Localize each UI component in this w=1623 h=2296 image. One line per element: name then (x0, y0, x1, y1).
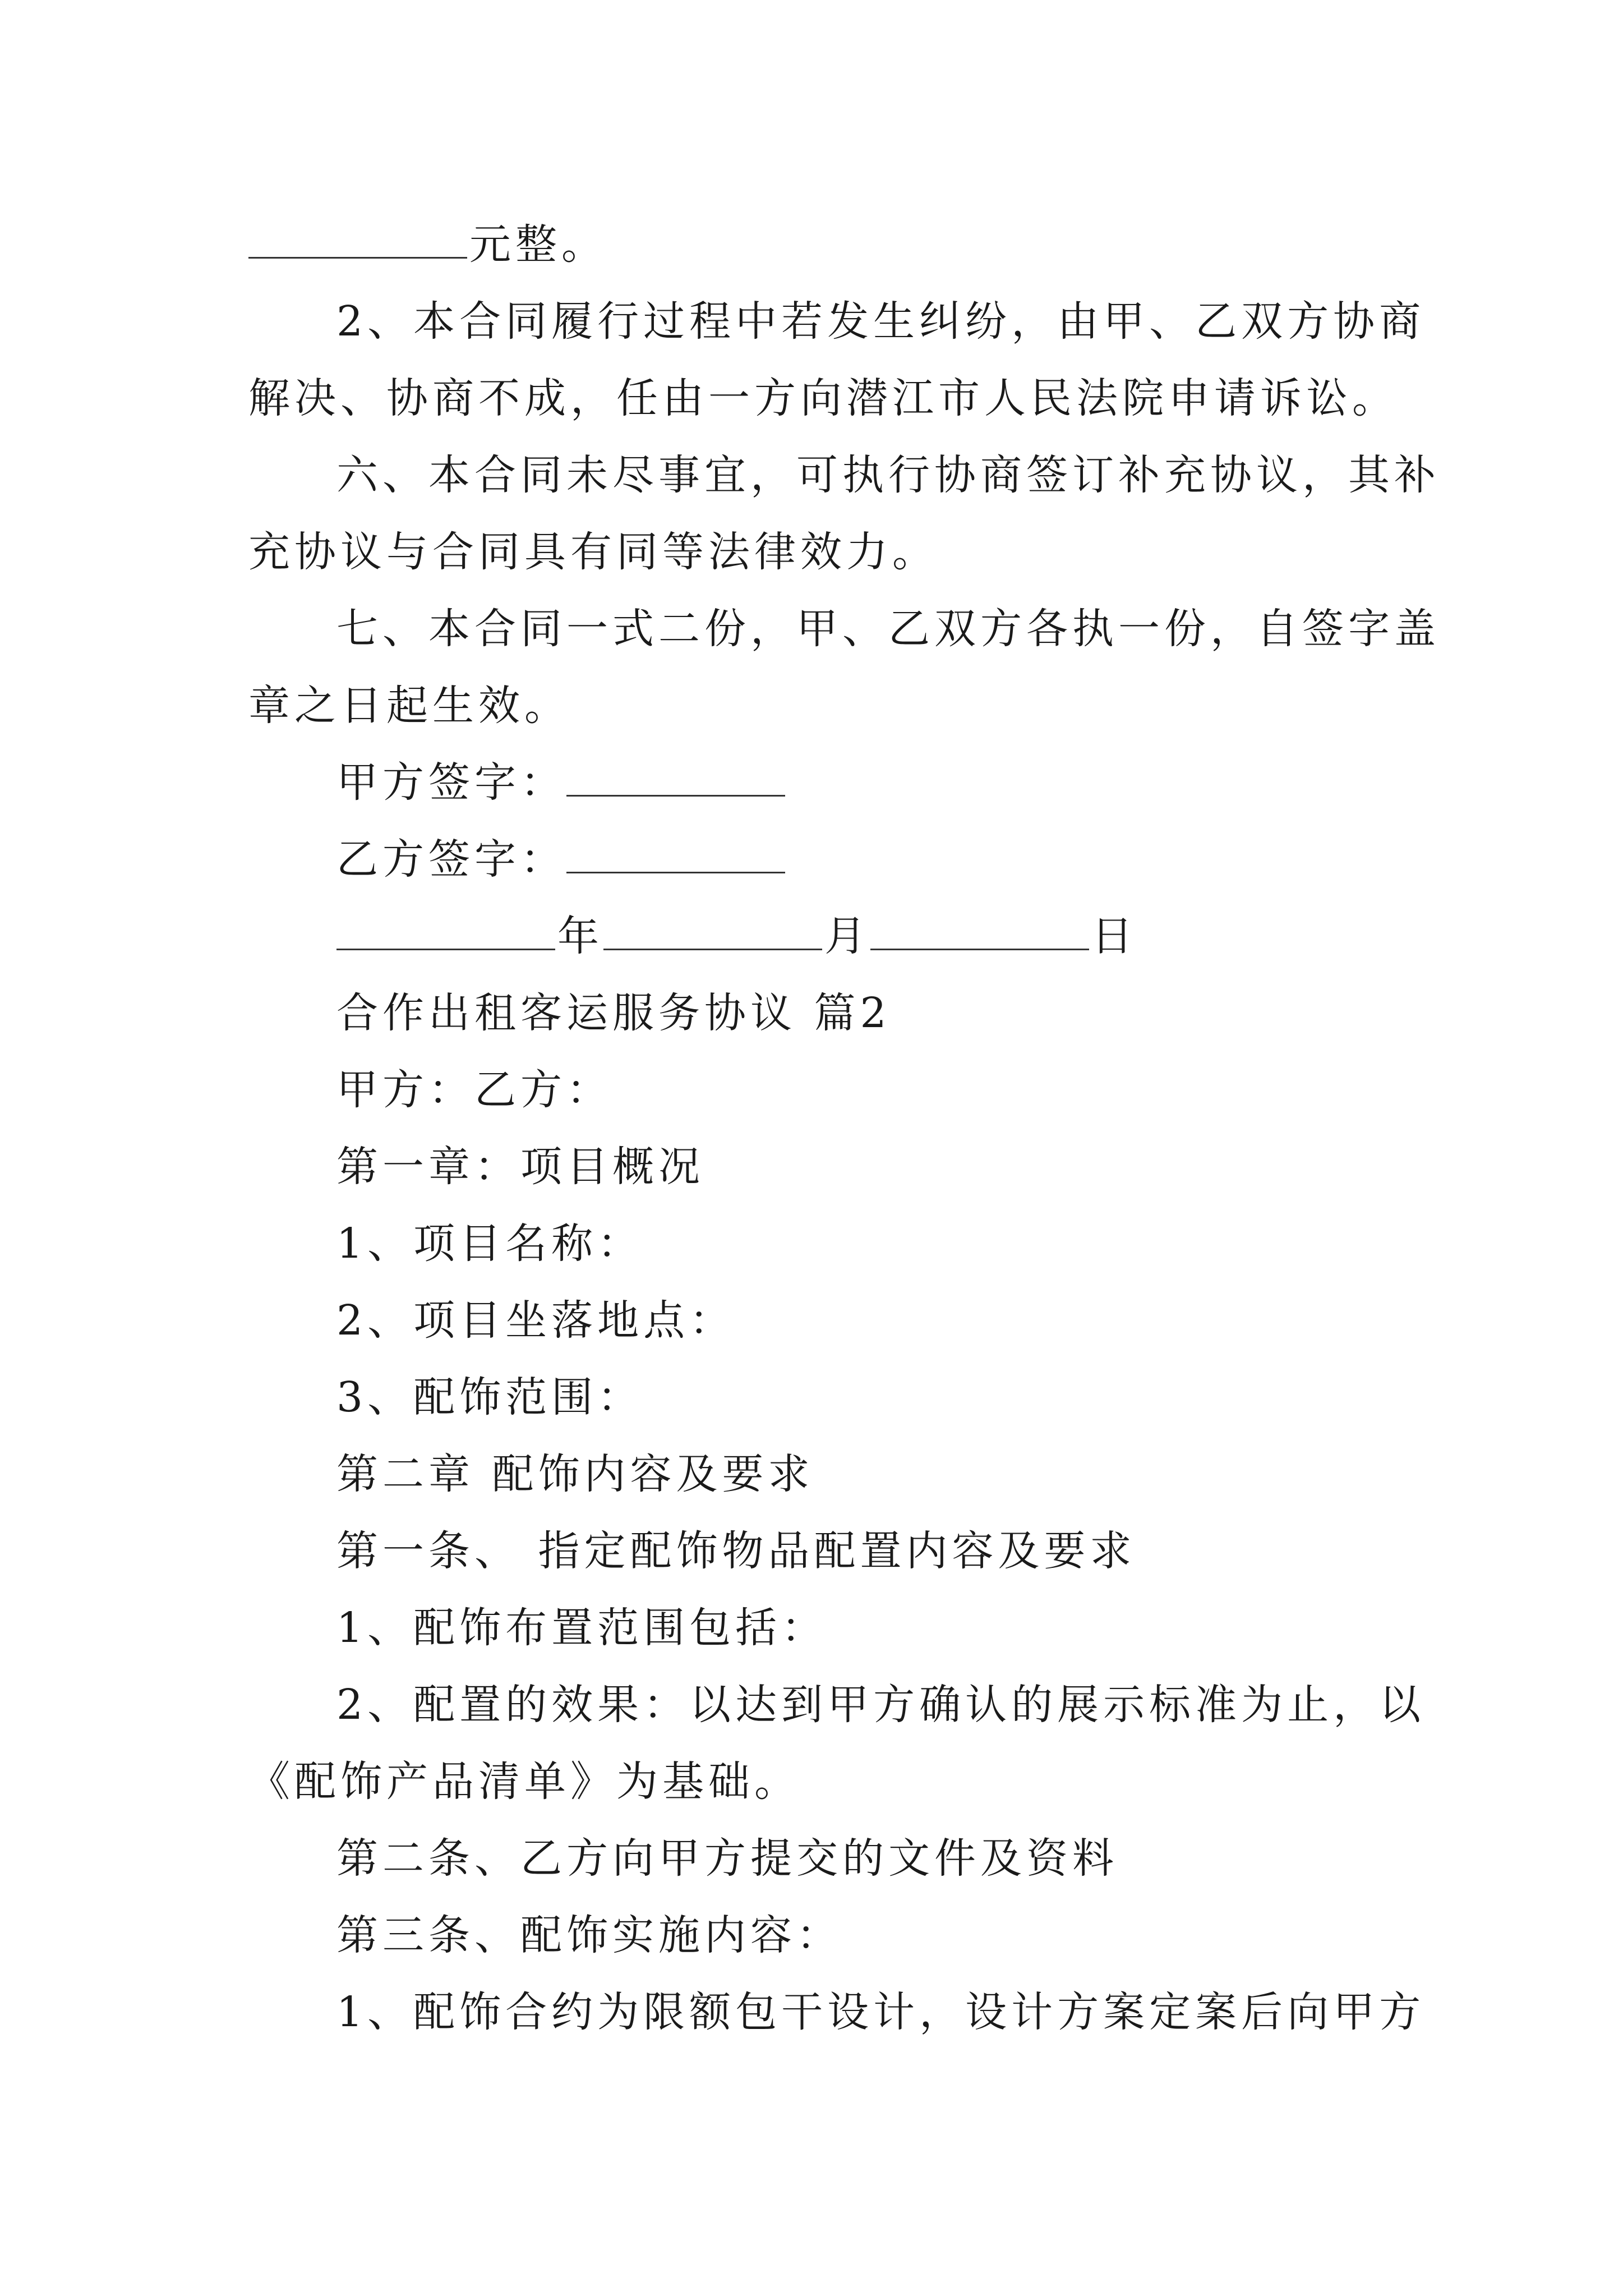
paragraph-line: 1、配饰合约为限额包干设计，设计方案定案后向甲方 (336, 1988, 1426, 2036)
paragraph-line: 2、配置的效果：以达到甲方确认的展示标准为止，以 (336, 1681, 1426, 1729)
paragraph-line: 七、本合同一式二份，甲、乙双方各执一份，自签字盖 (336, 605, 1440, 653)
paragraph-line: 《配饰产品清单》为基础。 (248, 1757, 800, 1806)
paragraph-line: 章之日起生效。 (248, 682, 570, 730)
party-a-signature-line (336, 756, 787, 809)
article-heading: 第三条、配饰实施内容： (336, 1911, 842, 1959)
chapter-heading: 第二章 配饰内容及要求 (336, 1450, 814, 1498)
paragraph-line: 充协议与合同具有同等法律效力。 (248, 528, 938, 576)
article-heading: 第二条、乙方向甲方提交的文件及资料 (336, 1834, 1118, 1883)
list-item: 1、配饰布置范围包括： (336, 1604, 828, 1652)
month-label: 月 (824, 912, 870, 960)
paragraph-line: 2、本合同履行过程中若发生纠纷，由甲、乙双方协商 (336, 297, 1426, 346)
parties-line: 甲方：乙方： (336, 1066, 612, 1114)
party-b-signature-blank (566, 837, 785, 873)
month-blank (603, 914, 822, 950)
day-blank (870, 914, 1089, 950)
day-label: 日 (1091, 912, 1137, 960)
party-a-signature-label: 甲方签字： (336, 758, 566, 807)
amount-line (248, 218, 607, 272)
list-item: 3、配饰范围： (336, 1373, 644, 1421)
amount-suffix: 元整。 (469, 220, 607, 269)
section-title: 合作出租客运服务协议 篇2 (336, 989, 891, 1037)
party-b-signature-label: 乙方签字： (336, 835, 566, 884)
list-item: 1、项目名称： (336, 1220, 644, 1268)
amount-blank (248, 222, 467, 259)
party-b-signature-line (336, 832, 787, 886)
date-line (336, 909, 1137, 963)
list-item: 2、项目坐落地点： (336, 1296, 736, 1345)
year-blank (336, 914, 555, 950)
paragraph-line: 六、本合同未尽事宜，可执行协商签订补充协议，其补 (336, 451, 1440, 499)
paragraph-line: 解决、协商不成，任由一方向潜江市人民法院申请诉讼。 (248, 374, 1398, 422)
party-a-signature-blank (566, 760, 785, 797)
article-heading: 第一条、 指定配饰物品配置内容及要求 (336, 1527, 1136, 1575)
chapter-heading: 第一章：项目概况 (336, 1143, 704, 1191)
year-label: 年 (557, 912, 603, 960)
